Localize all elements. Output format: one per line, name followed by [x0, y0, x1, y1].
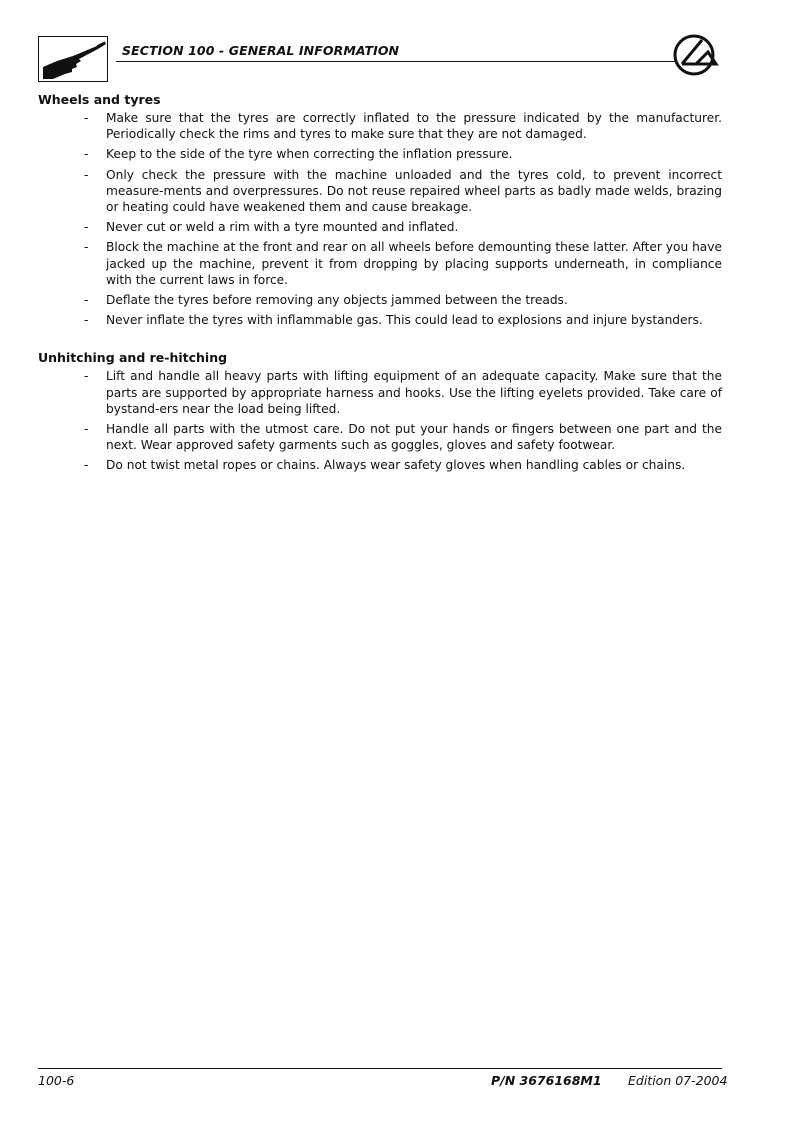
edition: Edition 07-2004 [628, 1073, 728, 1088]
page-number: 100-6 [38, 1073, 75, 1088]
section-title: SECTION 100 - GENERAL INFORMATION [122, 43, 400, 58]
list-item: - Handle all parts with the utmost care. Do not put your hands or fingers between one part and the next. Wear approved safety garments such as goggles, gloves and safety footwear. [84, 422, 722, 453]
header-rule [116, 61, 676, 62]
brand-logo-icon [670, 32, 726, 82]
page-header [38, 36, 728, 86]
list-item: - Only check the pressure with the machine unloaded and the tyres cold, to prevent incorrect measure-ments and overpressures. Do not reuse repaired wheel parts as badly made welds, brazing or heating could have weakened them and cause breakage. [84, 167, 722, 215]
list-item: - Block the machine at the front and rear on all wheels before demounting these latter. After you have jacked up the machine, prevent it from dropping by placing supports underneath, in compliance with the current laws in force. [84, 240, 722, 287]
page-content [38, 92, 722, 478]
list-item: - Do not twist metal ropes or chains. Always wear safety gloves when handling cables or chains. [84, 458, 686, 473]
list-item: - Make sure that the tyres are correctly inflated to the pressure indicated by the manufacturer. Periodically check the rims and tyres to make sure that they are not damaged. [84, 111, 722, 142]
list-item: - Deflate the tyres before removing any objects jammed between the treads. [84, 293, 568, 308]
list-item: - Lift and handle all heavy parts with lifting equipment of an adequate capacity. Make sure that the parts are supported by appropriate harness and hooks. Use the lifting eyelets provided. Take care of bystand-ers near the load being lifted. [84, 369, 722, 416]
list-item: - Never cut or weld a rim with a tyre mounted and inflated. [84, 220, 459, 235]
section-heading: Wheels and tyres [38, 92, 161, 107]
list-item: - Never inflate the tyres with inflammable gas. This could lead to explosions and injure bystanders. [84, 313, 703, 328]
section-wheels-and-tyres [38, 92, 722, 328]
pointing-hand-icon [38, 36, 108, 82]
part-number: P/N 3676168M1 [491, 1073, 602, 1088]
section-heading: Unhitching and re-hitching [38, 350, 228, 366]
list-item: - Keep to the side of the tyre when correcting the inflation pressure. [84, 147, 513, 162]
section-unhitching [38, 350, 722, 473]
footer-rule [38, 1068, 722, 1069]
